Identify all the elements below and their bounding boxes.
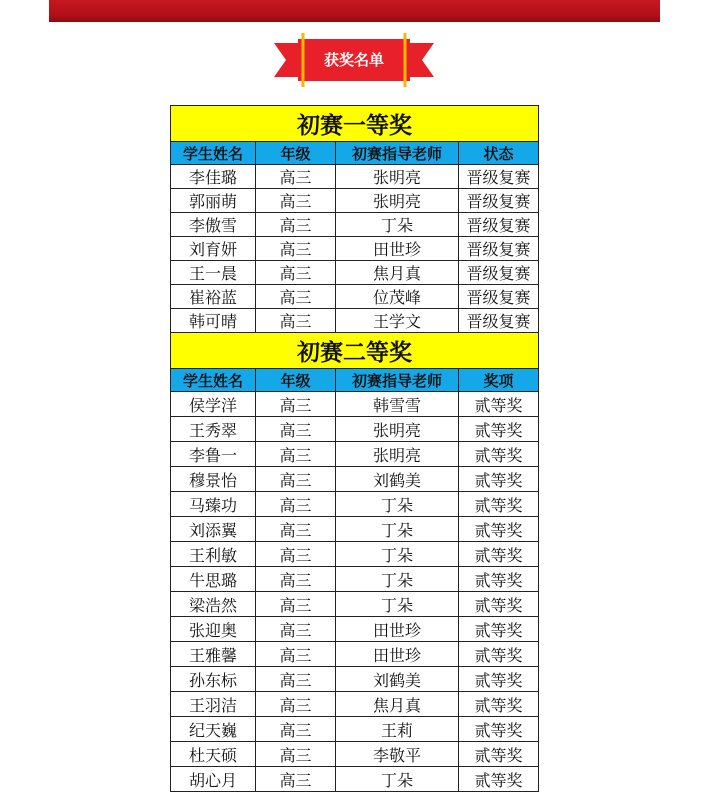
table-cell: 晋级复赛 bbox=[459, 237, 539, 261]
table-cell: 丁朵 bbox=[336, 542, 459, 567]
table-row bbox=[171, 767, 539, 792]
table-header-row bbox=[171, 369, 539, 392]
table-cell: 丁朵 bbox=[336, 592, 459, 617]
table-cell: 郭丽萌 bbox=[171, 189, 256, 213]
table-cell: 田世珍 bbox=[336, 617, 459, 642]
table-cell: 王一晨 bbox=[171, 261, 256, 285]
table-cell: 张明亮 bbox=[336, 442, 459, 467]
table-cell: 丁朵 bbox=[336, 517, 459, 542]
table-cell: 王利敏 bbox=[171, 542, 256, 567]
table-row bbox=[171, 165, 539, 189]
table-row bbox=[171, 261, 539, 285]
table-row bbox=[171, 692, 539, 717]
table-cell: 梁浩然 bbox=[171, 592, 256, 617]
table-cell: 李鲁一 bbox=[171, 442, 256, 467]
table-cell: 晋级复赛 bbox=[459, 213, 539, 237]
table-cell: 高三 bbox=[256, 742, 336, 767]
table-row bbox=[171, 667, 539, 692]
table-cell: 贰等奖 bbox=[459, 592, 539, 617]
table-cell: 田世珍 bbox=[336, 237, 459, 261]
table-cell: 晋级复赛 bbox=[459, 285, 539, 309]
table-cell: 位茂峰 bbox=[336, 285, 459, 309]
table-cell: 韩雪雪 bbox=[336, 392, 459, 417]
table-cell: 王秀翠 bbox=[171, 417, 256, 442]
table-cell: 晋级复赛 bbox=[459, 309, 539, 333]
table-cell: 李傲雪 bbox=[171, 213, 256, 237]
table-header-row bbox=[171, 142, 539, 165]
section-title: 初赛二等奖 bbox=[171, 333, 539, 369]
table-cell: 张迎奥 bbox=[171, 617, 256, 642]
table-row bbox=[171, 189, 539, 213]
column-header: 年级 bbox=[256, 369, 336, 392]
table-cell: 刘添翼 bbox=[171, 517, 256, 542]
table-cell: 贰等奖 bbox=[459, 567, 539, 592]
table-cell: 孙东标 bbox=[171, 667, 256, 692]
table-cell: 崔裕蓝 bbox=[171, 285, 256, 309]
table-cell: 张明亮 bbox=[336, 417, 459, 442]
table-cell: 高三 bbox=[256, 642, 336, 667]
table-cell: 贰等奖 bbox=[459, 742, 539, 767]
column-header: 奖项 bbox=[459, 369, 539, 392]
section-title: 初赛一等奖 bbox=[171, 106, 539, 142]
table-cell: 杜天硕 bbox=[171, 742, 256, 767]
table-cell: 王学文 bbox=[336, 309, 459, 333]
table-cell: 张明亮 bbox=[336, 189, 459, 213]
table-cell: 王莉 bbox=[336, 717, 459, 742]
table-cell: 王羽洁 bbox=[171, 692, 256, 717]
table-cell: 高三 bbox=[256, 213, 336, 237]
table-row bbox=[171, 213, 539, 237]
table-cell: 贰等奖 bbox=[459, 492, 539, 517]
table-row bbox=[171, 742, 539, 767]
table-row bbox=[171, 467, 539, 492]
table-cell: 李佳璐 bbox=[171, 165, 256, 189]
table-cell: 高三 bbox=[256, 492, 336, 517]
table-row bbox=[171, 492, 539, 517]
table-cell: 贰等奖 bbox=[459, 392, 539, 417]
table-cell: 贰等奖 bbox=[459, 692, 539, 717]
table-cell: 田世珍 bbox=[336, 642, 459, 667]
table-cell: 李敬平 bbox=[336, 742, 459, 767]
top-banner bbox=[49, 0, 660, 22]
table-row bbox=[171, 617, 539, 642]
table-cell: 王雅馨 bbox=[171, 642, 256, 667]
table-row bbox=[171, 717, 539, 742]
table-cell: 丁朵 bbox=[336, 767, 459, 792]
table-cell: 高三 bbox=[256, 442, 336, 467]
column-header: 初赛指导老师 bbox=[336, 142, 459, 165]
table-cell: 高三 bbox=[256, 237, 336, 261]
column-header: 初赛指导老师 bbox=[336, 369, 459, 392]
table-row bbox=[171, 392, 539, 417]
table-cell: 丁朵 bbox=[336, 213, 459, 237]
table-cell: 高三 bbox=[256, 285, 336, 309]
table-cell: 刘鹤美 bbox=[336, 667, 459, 692]
table-cell: 穆景怡 bbox=[171, 467, 256, 492]
table-row bbox=[171, 592, 539, 617]
table-cell: 晋级复赛 bbox=[459, 189, 539, 213]
table-row bbox=[171, 567, 539, 592]
table-cell: 马臻功 bbox=[171, 492, 256, 517]
table-row bbox=[171, 442, 539, 467]
awards-table bbox=[170, 105, 539, 792]
section-title-row bbox=[171, 106, 539, 142]
table-row bbox=[171, 237, 539, 261]
section-title-row bbox=[171, 333, 539, 369]
table-cell: 贰等奖 bbox=[459, 617, 539, 642]
table-cell: 高三 bbox=[256, 467, 336, 492]
table-cell: 高三 bbox=[256, 517, 336, 542]
table-row bbox=[171, 309, 539, 333]
table-row bbox=[171, 517, 539, 542]
table-cell: 丁朵 bbox=[336, 567, 459, 592]
column-header: 学生姓名 bbox=[171, 369, 256, 392]
table-row bbox=[171, 642, 539, 667]
table-cell: 纪天巍 bbox=[171, 717, 256, 742]
table-cell: 侯学洋 bbox=[171, 392, 256, 417]
table-cell: 丁朵 bbox=[336, 492, 459, 517]
column-header: 年级 bbox=[256, 142, 336, 165]
table-cell: 胡心月 bbox=[171, 767, 256, 792]
table-cell: 晋级复赛 bbox=[459, 261, 539, 285]
table-cell: 贰等奖 bbox=[459, 467, 539, 492]
table-cell: 牛思璐 bbox=[171, 567, 256, 592]
table-cell: 高三 bbox=[256, 667, 336, 692]
table-cell: 贰等奖 bbox=[459, 417, 539, 442]
table-cell: 刘鹤美 bbox=[336, 467, 459, 492]
column-header: 学生姓名 bbox=[171, 142, 256, 165]
table-cell: 高三 bbox=[256, 309, 336, 333]
table-cell: 晋级复赛 bbox=[459, 165, 539, 189]
table-cell: 高三 bbox=[256, 692, 336, 717]
table-cell: 焦月真 bbox=[336, 261, 459, 285]
table-cell: 贰等奖 bbox=[459, 717, 539, 742]
table-cell: 高三 bbox=[256, 592, 336, 617]
table-cell: 张明亮 bbox=[336, 165, 459, 189]
table-cell: 焦月真 bbox=[336, 692, 459, 717]
table-cell: 韩可晴 bbox=[171, 309, 256, 333]
table-cell: 高三 bbox=[256, 165, 336, 189]
table-cell: 贰等奖 bbox=[459, 517, 539, 542]
table-row bbox=[171, 417, 539, 442]
table-cell: 刘育妍 bbox=[171, 237, 256, 261]
table-cell: 贰等奖 bbox=[459, 667, 539, 692]
title-ribbon bbox=[274, 33, 434, 87]
page-title: 获奖名单 bbox=[323, 51, 384, 69]
table-cell: 贰等奖 bbox=[459, 767, 539, 792]
table-cell: 高三 bbox=[256, 417, 336, 442]
table-cell: 高三 bbox=[256, 261, 336, 285]
table-cell: 高三 bbox=[256, 767, 336, 792]
table-cell: 高三 bbox=[256, 392, 336, 417]
table-cell: 高三 bbox=[256, 567, 336, 592]
table-cell: 高三 bbox=[256, 189, 336, 213]
table-row bbox=[171, 542, 539, 567]
table-cell: 贰等奖 bbox=[459, 542, 539, 567]
table-cell: 高三 bbox=[256, 717, 336, 742]
column-header: 状态 bbox=[459, 142, 539, 165]
table-cell: 贰等奖 bbox=[459, 642, 539, 667]
table-cell: 贰等奖 bbox=[459, 442, 539, 467]
table-cell: 高三 bbox=[256, 542, 336, 567]
table-row bbox=[171, 285, 539, 309]
table-cell: 高三 bbox=[256, 617, 336, 642]
